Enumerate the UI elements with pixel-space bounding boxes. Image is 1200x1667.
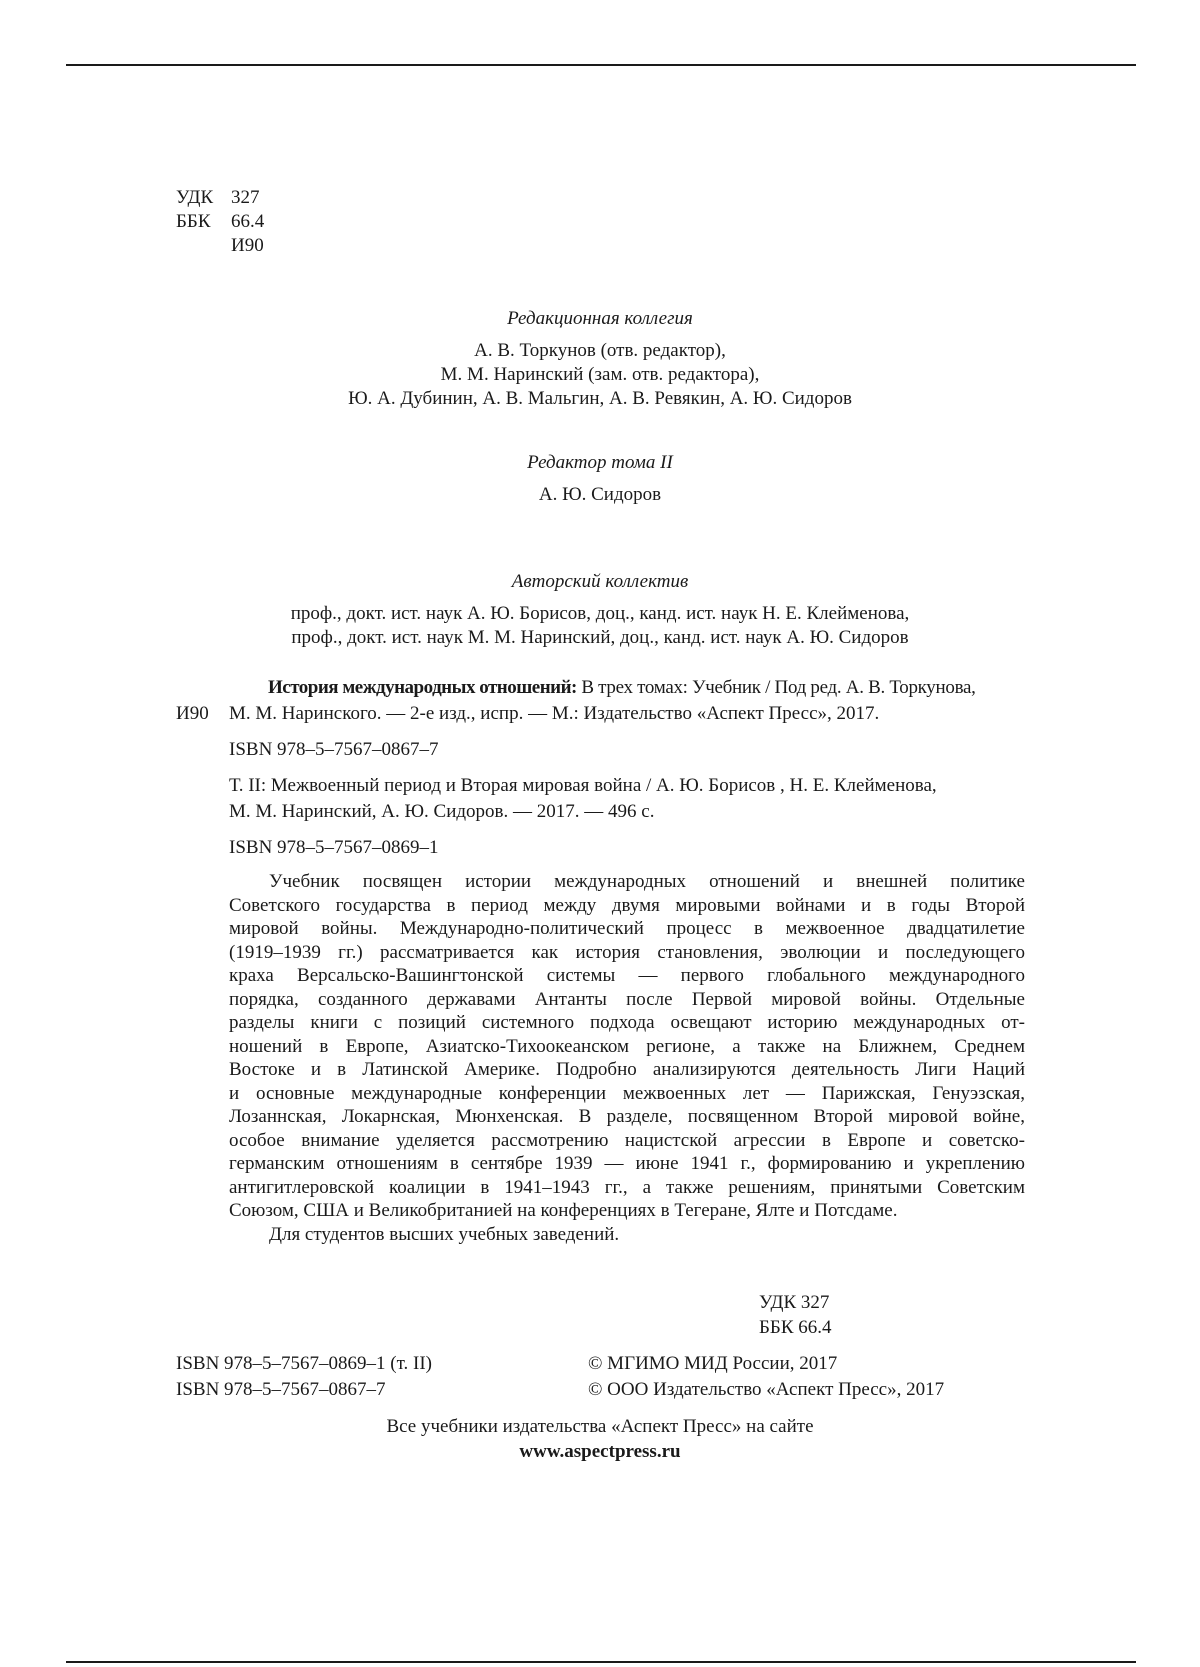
volume-description-line2: М. М. Наринский, А. Ю. Сидоров. — 2017. — 496 с.	[229, 801, 655, 822]
abstract-line: мировой войны. Международно-политический процесс в межвоенное двадцатилетие	[229, 918, 1025, 939]
abstract-line: Советского государства в период между двумя мировыми войнами и в годы Второй	[229, 894, 1025, 916]
isbn-volume: ISBN 978–5–7567–0869–1	[229, 837, 439, 858]
isbn-footer-left	[176, 1351, 432, 1403]
volume-editor-name: А. Ю. Сидоров	[538, 484, 662, 505]
bottom-rule	[66, 1661, 1136, 1663]
volume-editor-heading: Редактор тома II	[527, 452, 673, 473]
abstract-audience: Для студентов высших учебных заведений.	[269, 1223, 620, 1245]
abstract-line: ношений в Европе, Азиатско-Тихоокеанском регионе, а также на Ближнем, Среднем	[229, 1035, 1025, 1057]
abstract-line: краха Версальско-Вашингтонской системы — первого глобального международного	[229, 965, 1025, 986]
website-note-text: Все учебники издательства «Аспект Пресс» на сайте	[386, 1416, 814, 1437]
volume-editor	[0, 451, 1200, 507]
abstract-line: германским отношениям в сентябре 1939 — июне 1941 г., формированию и укреплению	[229, 1153, 1025, 1174]
abstract-line: Союзом, США и Великобританией на конференциях в Тегеране, Ялте и Потсдаме.	[229, 1200, 898, 1221]
abstract-line: Востоке и в Латинской Америке. Подробно анализируются деятельность Лиги Наций	[229, 1059, 1025, 1080]
abstract-line: антигитлеровской коалиции в 1941–1943 гг., а также решениям, принятыми Советским	[229, 1176, 1025, 1198]
bottom-classification	[759, 1290, 832, 1340]
editorial-board-line: Ю. А. Дубинин, А. В. Мальгин, А. В. Ревякин, А. Ю. Сидоров	[348, 388, 852, 409]
abstract-line: Учебник посвящен истории международных отношений и внешней политике	[269, 871, 1025, 892]
isbn-set: ISBN 978–5–7567–0867–7	[229, 739, 439, 760]
abstract-line: Лозаннская, Локарнская, Мюнхенская. В разделе, посвященном Второй мировой войне,	[229, 1106, 1025, 1127]
isbn-footer-set: ISBN 978–5–7567–0867–7	[176, 1379, 386, 1400]
copyright-aspect: © ООО Издательство «Аспект Пресс», 2017	[588, 1379, 945, 1400]
copyright-mgimo: © МГИМО МИД России, 2017	[588, 1353, 838, 1374]
top-rule	[66, 64, 1136, 66]
website-link[interactable]: www.aspectpress.ru	[519, 1441, 681, 1462]
abstract-line: разделы книги с позиций системного подхода освещают историю международных от-	[229, 1012, 1025, 1033]
abstract-line: порядка, созданного державами Антанты после Первой мировой войны. Отдельные	[229, 988, 1025, 1010]
editorial-board-line: М. М. Наринский (зам. отв. редактора),	[440, 364, 760, 385]
book-title: История международных отношений:	[268, 677, 577, 698]
authors-line: проф., докт. ист. наук М. М. Наринский, доц., канд. ист. наук А. Ю. Сидоров	[291, 627, 909, 648]
abstract-line: (1919–1939 гг.) рассматривается как история становления, эволюции и последующего	[229, 941, 1025, 963]
bibliographic-title	[268, 676, 976, 700]
udk-value: 327	[231, 187, 260, 208]
bottom-udk: УДК 327	[759, 1292, 830, 1313]
copyright-block	[588, 1351, 944, 1403]
udk-label: УДК	[176, 187, 214, 208]
bbk-value: 66.4	[231, 211, 265, 232]
editorial-board-heading: Редакционная коллегия	[507, 308, 693, 329]
website-note	[0, 1414, 1200, 1464]
abstract-line: и основные международные конференции межвоенных лет — Парижская, Генуэзская,	[229, 1082, 1025, 1104]
author-mark: И90	[231, 235, 264, 256]
editorial-board	[0, 307, 1200, 411]
classification-block	[176, 186, 264, 258]
authors-heading: Авторский коллектив	[511, 571, 689, 592]
isbn-footer-volume: ISBN 978–5–7567–0869–1 (т. II)	[176, 1353, 432, 1374]
volume-description: Т. II: Межвоенный период и Вторая мировая война / А. Ю. Борисов , Н. Е. Клейменова,	[229, 775, 937, 796]
abstract-line: особое внимание уделяется рассмотрению нацистской агрессии в Европе и советско-	[229, 1129, 1025, 1151]
bibliographic-title-line2: М. М. Наринского. — 2-е изд., испр. — М.: Издательство «Аспект Пресс», 2017.	[229, 703, 880, 724]
authors	[0, 570, 1200, 650]
bottom-bbk: ББК 66.4	[759, 1317, 832, 1338]
editorial-board-line: А. В. Торкунов (отв. редактор),	[474, 340, 726, 361]
book-title-rest: В трех томах: Учебник / Под ред. А. В. Торкунова,	[576, 677, 976, 698]
abstract	[229, 870, 1025, 1246]
bbk-label: ББК	[176, 211, 211, 232]
bibliographic-mark: И90	[176, 703, 209, 724]
authors-line: проф., докт. ист. наук А. Ю. Борисов, доц., канд. ист. наук Н. Е. Клейменова,	[290, 603, 910, 624]
